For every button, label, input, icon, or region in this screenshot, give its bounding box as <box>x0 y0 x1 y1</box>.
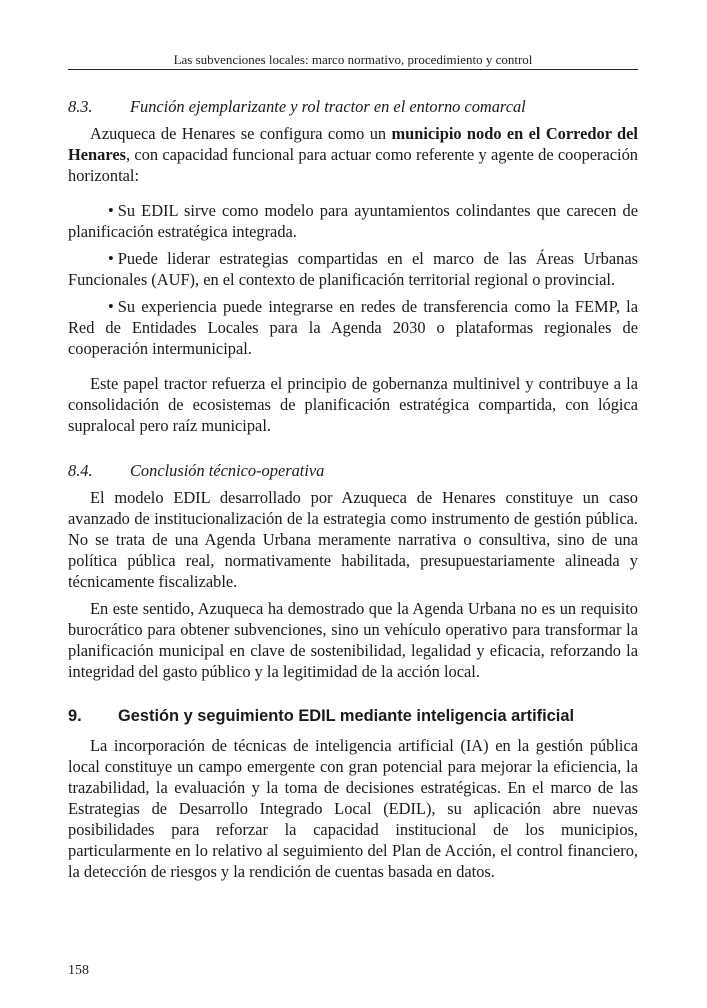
spacer <box>68 682 638 706</box>
bullet-dot-icon: • <box>108 249 114 268</box>
section-8-3-closing: Este papel tractor refuerza el principio de gobernanza multinivel y contribuye a la consolidación de ecosistemas de planificación estratégica compartida, con lógica supralocal pero raíz municipal. <box>68 374 638 435</box>
bullet-text: Su EDIL sirve como modelo para ayuntamientos colindantes que carecen de planificación estratégica integrada. <box>68 201 638 241</box>
section-title: Función ejemplarizante y rol tractor en el entorno comarcal <box>130 97 526 116</box>
section-8-4-paragraph: El modelo EDIL desarrollado por Azuqueca de Henares constituye un caso avanzado de institucionalización de la estrategia como instrumento de gestión pública. No se trata de una Agenda Urbana meramente narrativa o consultiva, sino de una política pública real, normativamente habilitada, presupuestariamente alineada y técnicamente fiscalizable. <box>68 488 638 591</box>
chapter-heading-9 <box>68 706 638 727</box>
page-content <box>68 96 638 882</box>
running-header: Las subvenciones locales: marco normativo, procedimiento y control <box>173 52 533 67</box>
spacer <box>68 436 638 460</box>
bullet-item <box>68 200 638 242</box>
section-number: 8.3. <box>68 97 93 116</box>
chapter-number: 9. <box>68 707 82 725</box>
bullet-dot-icon: • <box>108 201 114 220</box>
bullet-dot-icon: • <box>108 297 114 316</box>
section-heading-8-4 <box>68 460 638 481</box>
intro-text-bold: municipio nodo en el Corredor del Henares <box>68 124 638 164</box>
bullet-text: Puede liderar estrategias compartidas en el marco de las Áreas Urbanas Funcionales (AUF), en el contexto de planificación territorial regional o provincial. <box>68 249 638 289</box>
intro-text-after: , con capacidad funcional para actuar como referente y agente de cooperación horizontal: <box>68 145 638 185</box>
section-title: Conclusión técnico-operativa <box>130 461 325 480</box>
section-8-4-paragraph: En este sentido, Azuqueca ha demostrado que la Agenda Urbana no es un requisito burocrático para obtener subvenciones, sino un vehículo operativo para transformar la planificación municipal en clave de sostenibilidad, legalidad y eficacia, reforzando la integridad del gasto público y la legitimidad de la acción local. <box>68 599 638 681</box>
section-number: 8.4. <box>68 461 93 480</box>
bullet-text: Su experiencia puede integrarse en redes de transferencia como la FEMP, la Red de Entidades Locales para la Agenda 2030 o plataformas regionales de cooperación intermunicipal. <box>68 297 638 358</box>
section-9-paragraph: La incorporación de técnicas de inteligencia artificial (IA) en la gestión pública local constituye un campo emergente con gran potencial para mejorar la eficiencia, la trazabilidad, la evaluación y la toma de decisiones estratégicas. En el marco de las Estrategias de Desarrollo Integrado Local (EDIL), su aplicación abre nuevas posibilidades para reforzar la capacidad institucional de los municipios, particularmente en lo relativo al seguimiento del Plan de Acción, el control financiero, la detección de riesgos y la rendición de cuentas basada en datos. <box>68 736 638 881</box>
section-heading-8-3 <box>68 96 638 117</box>
intro-text-before: Azuqueca de Henares se configura como un <box>90 124 392 143</box>
section-8-3-intro <box>68 123 638 186</box>
bullet-item <box>68 248 638 290</box>
page-number: 158 <box>68 963 89 978</box>
bullet-item <box>68 296 638 359</box>
chapter-title: Gestión y seguimiento EDIL mediante inteligencia artificial <box>118 707 575 725</box>
header-rule <box>68 69 638 70</box>
